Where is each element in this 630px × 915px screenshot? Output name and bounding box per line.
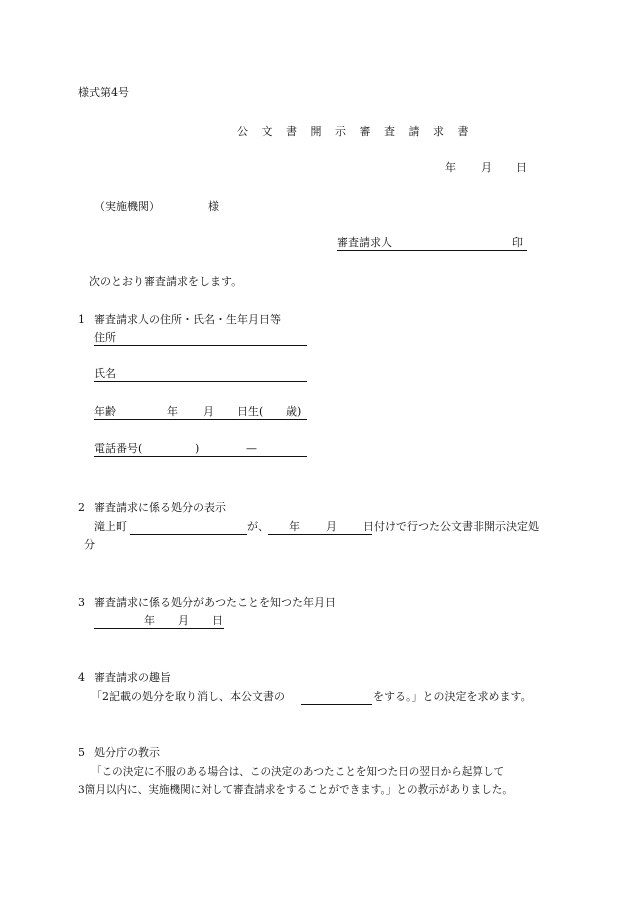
age-year: 年	[167, 405, 178, 418]
section3-month: 月	[178, 614, 189, 627]
purpose-field[interactable]	[301, 704, 372, 705]
phone-close: )	[195, 442, 200, 455]
seal-mark: 印	[512, 236, 523, 249]
section3-year: 年	[144, 614, 155, 627]
section2-town: 滝上町	[94, 520, 127, 533]
section1-number: 1	[78, 313, 85, 326]
form-number: 様式第4号	[78, 86, 129, 99]
section3-heading: 審査請求に係る処分があつたことを知つた年月日	[94, 596, 336, 609]
section2-number: 2	[78, 501, 85, 514]
requester-underline	[337, 250, 527, 251]
age-month: 月	[203, 405, 214, 418]
section2-heading: 審査請求に係る処分の表示	[94, 501, 226, 514]
section5-number: 5	[78, 746, 85, 759]
date-day: 日	[516, 161, 527, 174]
phone-label: 電話番号(	[94, 442, 143, 455]
section2-month: 月	[326, 520, 337, 533]
form-title: 公 文 書 開 示 審 査 請 求 書	[237, 125, 474, 138]
date-month: 月	[481, 161, 492, 174]
section2-day-suffix: 日付けで行つた公文書非開示決定処	[363, 520, 539, 533]
addressee-honorific: 様	[208, 200, 219, 213]
section5-line2: 3箇月以内に、実施機関に対して審査請求をすることができます。」との教示がありました。	[78, 784, 513, 796]
section4-heading: 審査請求の趣旨	[94, 671, 171, 684]
address-label: 住所	[94, 331, 116, 344]
age-label: 年齢	[94, 405, 116, 418]
date-year: 年	[445, 161, 456, 174]
name-label: 氏名	[94, 367, 116, 380]
addressee-org: （実施機関）	[94, 200, 160, 213]
section3-number: 3	[78, 596, 85, 609]
section1-heading: 審査請求人の住所・氏名・生年月日等	[94, 313, 281, 326]
intro-text: 次のとおり審査請求をします。	[89, 275, 243, 288]
section2-continuation: 分	[84, 538, 95, 551]
disposal-date-field[interactable]	[268, 534, 372, 535]
name-field[interactable]	[94, 381, 307, 382]
section2-ga: が、	[247, 520, 269, 533]
address-field[interactable]	[94, 345, 307, 346]
phone-dash: —	[246, 442, 257, 455]
section4-number: 4	[78, 671, 85, 684]
section5-line1: 「この決定に不服のある場合は、この決定のあつたことを知つた日の翌日から起算して	[91, 766, 505, 778]
disposer-field[interactable]	[130, 534, 247, 535]
section3-day: 日	[212, 614, 223, 627]
requester-label: 審査請求人	[337, 236, 392, 249]
section4-text-after: をする。」との決定を求めます。	[373, 690, 532, 703]
age-born: 日生(	[237, 405, 264, 418]
section5-heading: 処分庁の教示	[94, 746, 160, 759]
age-field[interactable]	[94, 419, 307, 420]
known-date-field[interactable]	[94, 628, 224, 629]
age-unit: 歳)	[286, 405, 302, 418]
section2-year: 年	[289, 520, 300, 533]
section4-text-before: 「2記載の処分を取り消し、本公文書の	[91, 690, 285, 703]
phone-field[interactable]	[94, 456, 307, 457]
